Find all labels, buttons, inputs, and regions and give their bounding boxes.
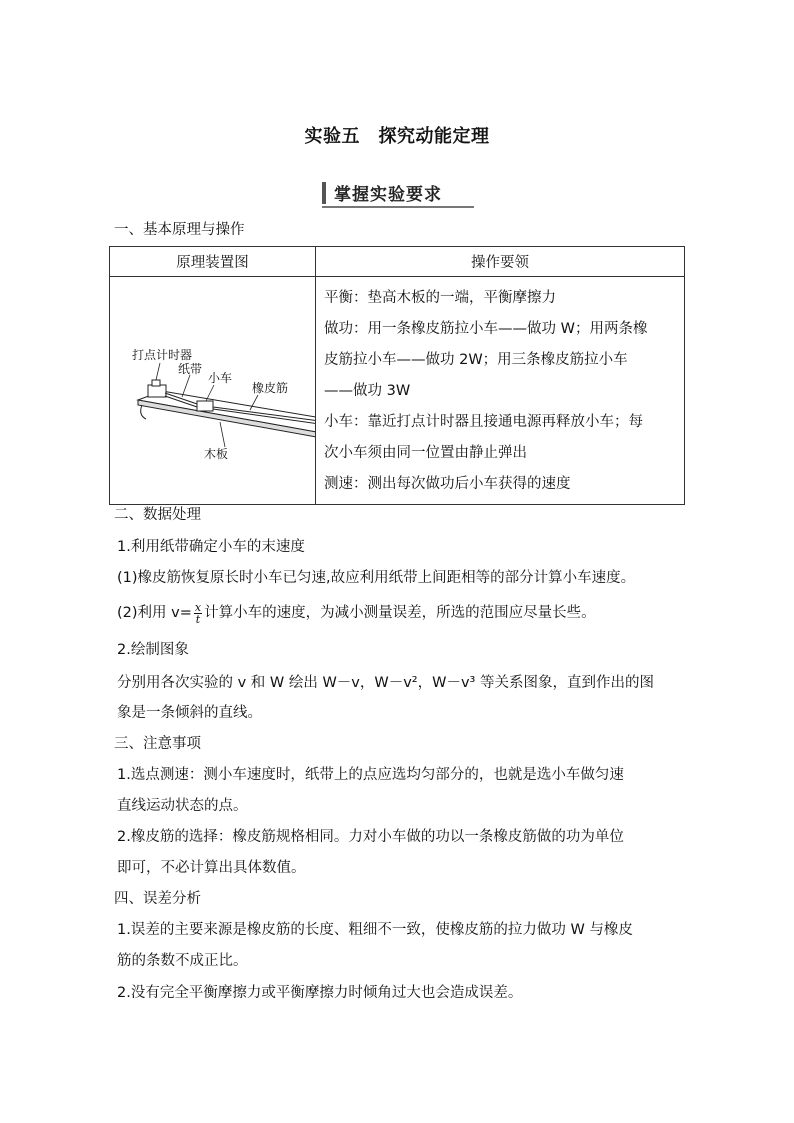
s2-2-heading: 2.绘制图象	[117, 642, 189, 658]
op-line-1: 平衡：垫高木板的一端，平衡摩擦力	[324, 290, 556, 306]
section-heading-1: 一、基本原理与操作	[114, 222, 245, 238]
operation-cell	[316, 277, 685, 505]
s3-1b: 直线运动状态的点。	[117, 798, 248, 814]
banner-text: 掌握实验要求	[334, 185, 442, 205]
section-heading-4: 四、误差分析	[114, 891, 201, 907]
label-timer: 打点计时器	[132, 348, 193, 362]
velocity-fraction	[194, 602, 202, 625]
page-title: 实验五 探究动能定理	[304, 126, 490, 147]
op-line-4: ——做功 3W	[324, 383, 411, 399]
s4-1a: 1.误差的主要来源是橡皮筋的长度、粗细不一致，使橡皮筋的拉力做功 W 与橡皮	[117, 922, 633, 938]
table-header-right: 操作要领	[316, 247, 685, 277]
label-board: 木板	[204, 447, 229, 461]
apparatus-diagram	[110, 277, 315, 490]
op-line-6: 次小车须由同一位置由静止弹出	[324, 445, 527, 461]
section-banner	[316, 178, 476, 208]
s3-2b: 即可，不必计算出具体数值。	[117, 860, 306, 876]
leader-timer	[156, 363, 160, 380]
fraction-denominator: t	[195, 612, 201, 626]
s2-1b-post: 计算小车的速度，为减小测量误差，所选的范围应尽量长些。	[204, 605, 596, 621]
principle-table	[109, 246, 685, 505]
timer-shape	[148, 385, 166, 397]
s2-1b-pre: (2)利用 v=	[117, 605, 192, 621]
s4-2: 2.没有完全平衡摩擦力或平衡摩擦力时倾角过大也会造成误差。	[117, 985, 523, 1001]
banner-bar	[322, 182, 326, 204]
label-tape: 纸带	[178, 362, 203, 376]
section-heading-2: 二、数据处理	[114, 507, 201, 523]
leader-board	[220, 422, 225, 447]
leader-cart	[206, 385, 214, 401]
board-hook	[141, 405, 146, 419]
s2-2a: 分别用各次实验的 v 和 W 绘出 W－v，W－v²，W－v³ 等关系图象，直到作出的图	[117, 675, 654, 691]
s2-2b: 象是一条倾斜的直线。	[117, 705, 262, 721]
s2-1a: (1)橡皮筋恢复原长时小车已匀速,故应利用纸带上间距相等的部分计算小车速度。	[117, 570, 636, 586]
apparatus-diagram-cell	[110, 277, 316, 505]
banner-underline	[322, 206, 474, 208]
cart-shape	[197, 401, 213, 411]
op-line-3: 皮筋拉小车——做功 2W；用三条橡皮筋拉小车	[324, 352, 628, 368]
s3-1a: 1.选点测速：测小车速度时，纸带上的点应选均匀部分的，也就是选小车做匀速	[117, 767, 624, 783]
label-cart: 小车	[208, 371, 233, 385]
fraction-numerator: x	[194, 600, 202, 614]
op-line-5: 小车：靠近打点计时器且接通电源再释放小车；每	[324, 414, 643, 430]
s3-2a: 2.橡皮筋的选择：橡皮筋规格相同。力对小车做的功以一条橡皮筋做的功为单位	[117, 829, 624, 845]
label-rubber: 橡皮筋	[252, 381, 289, 395]
timer-top	[152, 380, 160, 386]
table-header-left: 原理装置图	[110, 247, 316, 277]
op-line-7: 测速：测出每次做功后小车获得的速度	[324, 476, 571, 492]
op-line-2: 做功：用一条橡皮筋拉小车——做功 W；用两条橡	[324, 321, 648, 337]
section-heading-3: 三、注意事项	[114, 736, 201, 752]
leader-tape	[182, 375, 190, 397]
s4-1b: 筋的条数不成正比。	[117, 953, 248, 969]
s2-1-heading: 1.利用纸带确定小车的末速度	[117, 539, 305, 555]
s2-1b	[117, 598, 596, 628]
